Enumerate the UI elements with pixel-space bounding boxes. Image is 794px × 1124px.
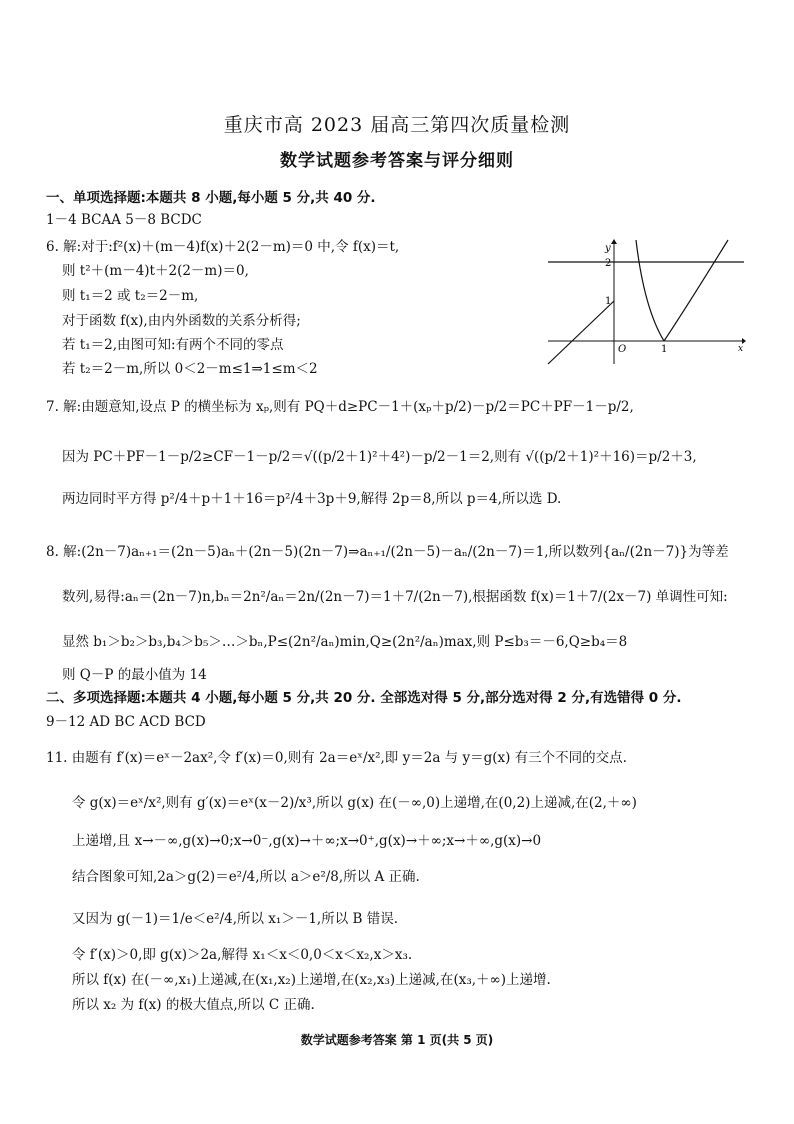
q11-line: 令 f′(x)＞0,即 g(x)＞2a,解得 x₁＜x＜0,0＜x＜x₂,x＞x₃. bbox=[72, 947, 413, 963]
exam-title: 重庆市高 2023 届高三第四次质量检测 bbox=[223, 114, 571, 136]
q8-line: 则 Q－P 的最小值为 14 bbox=[62, 667, 207, 683]
q6-line: 则 t²＋(m－4)t＋2(2－m)＝0, bbox=[62, 263, 249, 279]
section2-answers: 9－12 AD BC ACD BCD bbox=[46, 714, 206, 730]
section1-heading: 一、单项选择题:本题共 8 小题,每小题 5 分,共 40 分. bbox=[46, 190, 376, 206]
tick-label-x1: 1 bbox=[661, 344, 668, 355]
origin-label: O bbox=[618, 344, 627, 355]
section1-answers: 1－4 BCAA 5－8 BCDC bbox=[46, 212, 202, 228]
q8-line: 数列,易得:aₙ＝(2n－7)n,bₙ＝2n²/aₙ＝2n/(2n－7)＝1＋7/(2n－7),根据函数 f(x)＝1＋7/(2x－7) 单调性可知: bbox=[62, 589, 728, 605]
tick-label-y2: 2 bbox=[605, 258, 612, 269]
y-axis-arrow bbox=[611, 239, 617, 244]
q7-line: 因为 PC＋PF－1－p/2≥CF－1－p/2＝√((p/2＋1)²＋4²)－p/2－1＝2,则有 √((p/2＋1)²＋16)＝p/2＋3, bbox=[62, 449, 697, 465]
q11-line: 令 g(x)＝eˣ/x²,则有 g′(x)＝eˣ(x－2)/x³,所以 g(x) 在(－∞,0)上递增,在(0,2)上递减,在(2,＋∞) bbox=[72, 795, 637, 811]
q11-line: 又因为 g(－1)＝1/e＜e²/4,所以 x₁＞－1,所以 B 错误. bbox=[72, 911, 399, 927]
q8-line: 显然 b₁＞b₂＞b₃,b₄＞b₅＞…＞bₙ,P≤(2n²/aₙ)min,Q≥(2n²/aₙ)max,则 P≤b₃＝－6,Q≥b₄＝8 bbox=[62, 634, 628, 650]
q11-line: 结合图象可知,2a＞g(2)＝e²/4,所以 a＞e²/8,所以 A 正确. bbox=[72, 869, 420, 885]
q7-line: 两边同时平方得 p²/4＋p＋1＋16＝p²/4＋3p＋9,解得 2p＝8,所以 p＝4,所以选 D. bbox=[62, 491, 562, 507]
curve-left-branch bbox=[548, 301, 614, 364]
q6-line: 6. 解:对于:f²(x)＋(m－4)f(x)＋2(2－m)＝0 中,令 f(x)＝t, bbox=[46, 239, 400, 255]
q8-line: 8. 解:(2n－7)aₙ₊₁＝(2n－5)aₙ＋(2n－5)(2n－7)⇒aₙ₊₁/(2n－5)－aₙ/(2n－7)＝1,所以数列{aₙ/(2n－7)}为等差 bbox=[46, 544, 729, 560]
tick-label-y1: 1 bbox=[605, 296, 612, 307]
section2-heading: 二、多项选择题:本题共 4 小题,每小题 5 分,共 20 分. 全部选对得 5 分,部分选对得 2 分,有选错得 0 分. bbox=[46, 690, 682, 706]
q6-line: 若 t₂＝2－m,所以 0＜2－m≤1⇒1≤m＜2 bbox=[62, 361, 318, 377]
x-axis-label: x bbox=[738, 344, 744, 354]
q11-line: 11. 由题有 f′(x)＝eˣ－2ax²,令 f′(x)＝0,则有 2a＝eˣ/x²,即 y＝2a 与 y＝g(x) 有三个不同的交点. bbox=[46, 750, 627, 766]
q7-line: 7. 解:由题意知,设点 P 的横坐标为 xₚ,则有 PQ＋d≥PC－1＋(xₚ＋p/2)－p/2＝PC＋PF－1－p/2, bbox=[46, 399, 634, 415]
q6-line: 对于函数 f(x),由内外函数的关系分析得; bbox=[62, 313, 301, 329]
q6-line: 若 t₁＝2,由图可知:有两个不同的零点 bbox=[62, 337, 284, 353]
q6-line: 则 t₁＝2 或 t₂＝2－m, bbox=[62, 288, 199, 304]
curve-rising-branch bbox=[664, 240, 728, 341]
page-footer: 数学试题参考答案 第 1 页(共 5 页) bbox=[300, 1033, 494, 1047]
answer-key-subtitle: 数学试题参考答案与评分细则 bbox=[280, 151, 514, 171]
q11-line: 上递增,且 x→－∞,g(x)→0;x→0⁻,g(x)→＋∞;x→0⁺,g(x)→＋∞;x→＋∞,g(x)→0 bbox=[72, 833, 542, 849]
curve-descending-branch bbox=[636, 240, 664, 341]
q11-line: 所以 f(x) 在(－∞,x₁)上递减,在(x₁,x₂)上递增,在(x₂,x₃)上递减,在(x₃,＋∞)上递增. bbox=[72, 972, 551, 988]
q6-function-graph bbox=[546, 238, 746, 368]
q11-line: 所以 x₂ 为 f(x) 的极大值点,所以 C 正确. bbox=[72, 997, 315, 1013]
y-axis-label: y bbox=[605, 243, 611, 254]
